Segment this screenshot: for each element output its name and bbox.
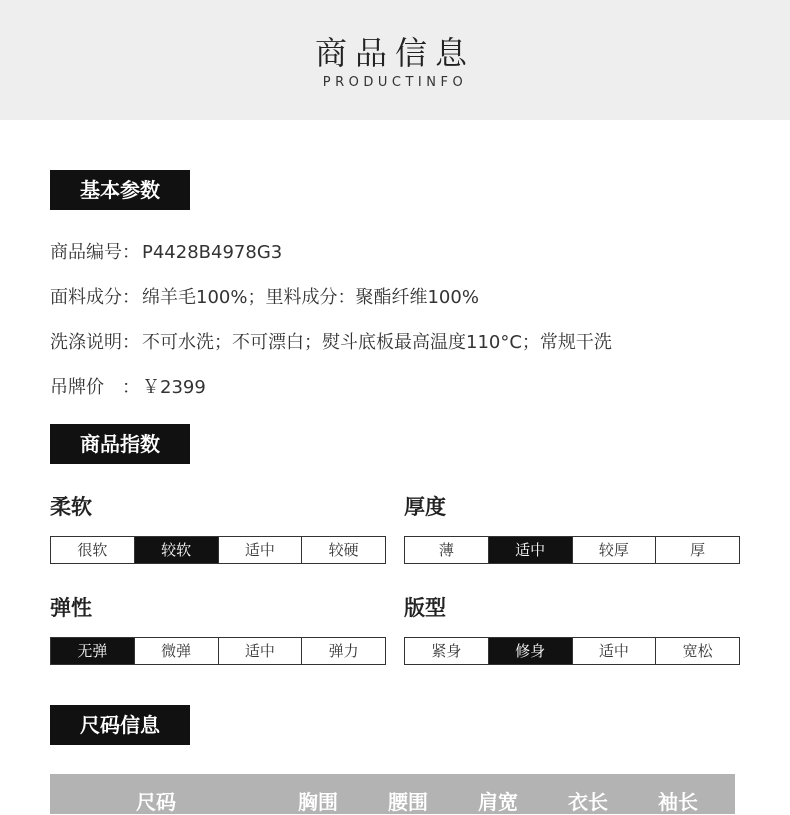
scale-option: 很软 [51, 537, 135, 563]
softness-scale [50, 536, 386, 564]
scale-option: 厚 [690, 541, 706, 559]
scale-option: 弹力 [328, 642, 359, 660]
attr-title-thickness: 厚度 [404, 495, 446, 519]
info-washing [50, 328, 612, 354]
column-header: 胸围 [298, 790, 338, 814]
info-label: 商品编号： [50, 242, 140, 263]
info-product-code [50, 238, 282, 264]
page-title: 商品信息 [314, 34, 475, 72]
column-header: 衣长 [568, 790, 608, 814]
fit-scale [404, 637, 740, 665]
section-product-index: 商品指数 [50, 424, 190, 464]
attr-title-fit: 版型 [404, 596, 446, 620]
scale-option: 无弹 [51, 638, 135, 664]
info-label: 洗涤说明： [50, 332, 140, 353]
elasticity-scale [50, 637, 386, 665]
size-table-header [50, 774, 735, 814]
scale-option: 较厚 [573, 537, 657, 563]
page-subtitle: PRODUCTINFO [322, 75, 468, 90]
scale-option: 适中 [219, 537, 303, 563]
scale-option: 修身 [489, 638, 573, 664]
info-fabric [50, 283, 479, 309]
info-price [50, 373, 206, 399]
scale-option: 较软 [135, 537, 219, 563]
info-value: 绵羊毛100%；里料成分：聚酯纤维100% [142, 287, 479, 308]
scale-option: 适中 [489, 537, 573, 563]
page-header [0, 0, 790, 120]
scale-option: 紧身 [405, 638, 489, 664]
scale-option: 宽松 [682, 642, 713, 660]
scale-option: 薄 [405, 537, 489, 563]
scale-option: 微弹 [135, 638, 219, 664]
scale-option: 较硬 [328, 541, 359, 559]
info-value: 不可水洗；不可漂白；熨斗底板最高温度110°C；常规干洗 [142, 332, 612, 353]
column-header: 尺码 [136, 790, 176, 814]
thickness-scale [404, 536, 740, 564]
column-header: 腰围 [388, 790, 428, 814]
attr-title-elasticity: 弹性 [50, 596, 92, 620]
info-value: ￥2399 [142, 377, 206, 398]
scale-option: 适中 [573, 638, 657, 664]
scale-option: 适中 [219, 638, 303, 664]
attr-title-softness: 柔软 [50, 495, 92, 519]
column-header: 肩宽 [478, 790, 518, 814]
column-header: 袖长 [658, 790, 698, 814]
info-value: P4428B4978G3 [142, 242, 283, 263]
info-label: 面料成分： [50, 287, 140, 308]
section-size-info: 尺码信息 [50, 705, 190, 745]
info-label: 吊牌价 ： [50, 377, 140, 398]
section-basic-params: 基本参数 [50, 170, 190, 210]
